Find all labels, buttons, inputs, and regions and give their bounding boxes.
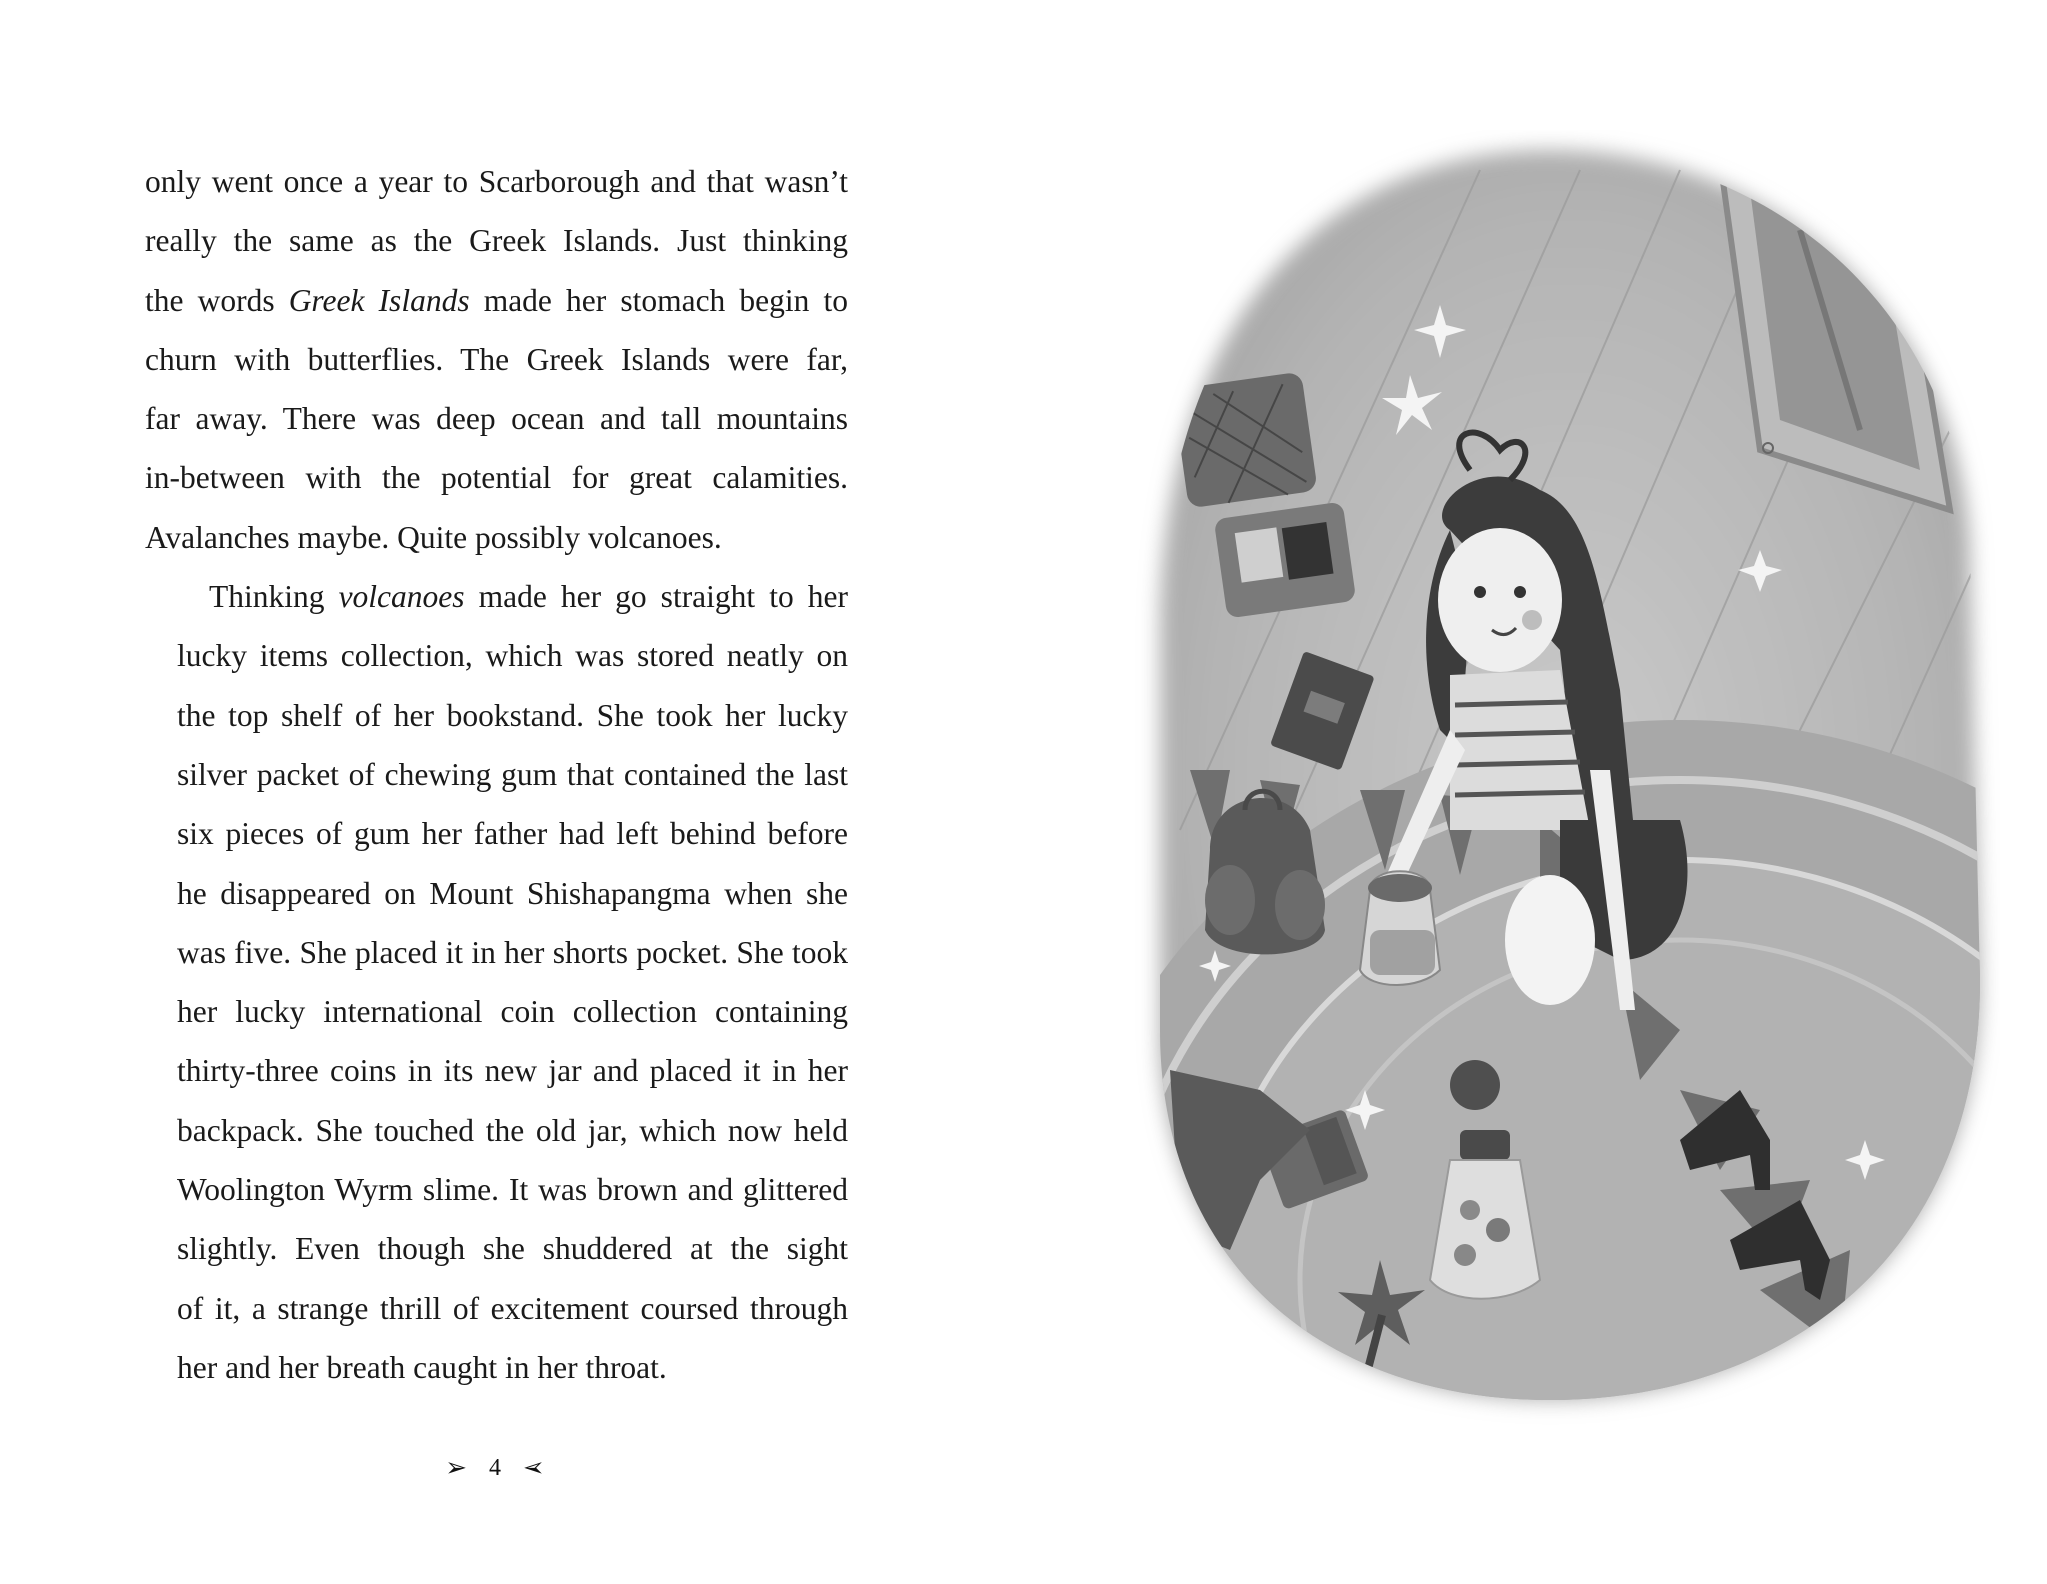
- text-line: the words Greek Islands made her stomach begin to: [145, 282, 848, 318]
- text-line: thirty-three coins in its new jar and placed it in her: [177, 1053, 848, 1089]
- text-line: churn with butterflies. The Greek Islands were far,: [145, 341, 848, 377]
- text-line: far away. There was deep ocean and tall mountains: [145, 401, 848, 437]
- text-line: backpack. She touched the old jar, which now held: [177, 1112, 848, 1148]
- text-line: he disappeared on Mount Shishapangma when she: [177, 875, 848, 911]
- text-line: only went once a year to Scarborough and that wasn’t: [145, 164, 848, 199]
- paragraph: [145, 152, 848, 567]
- text-line: of it, a strange thrill of excitement coursed through: [177, 1290, 848, 1326]
- text-line: really the same as the Greek Islands. Just thinking: [145, 223, 848, 259]
- body-text: [145, 152, 848, 1397]
- text-line: Woolington Wyrm slime. It was brown and glittered: [177, 1172, 848, 1208]
- text-line: silver packet of chewing gum that contained the last: [177, 756, 848, 792]
- text-line: the top shelf of her bookstand. She took her lucky: [177, 697, 848, 733]
- text-line: in-between with the potential for great calamities.: [145, 460, 848, 496]
- text-line: her and her breath caught in her throat.: [177, 1349, 667, 1385]
- ball: [1450, 1060, 1500, 1110]
- text-line: lucky items collection, which was stored neatly on: [177, 638, 848, 674]
- text-line: Thinking volcanoes made her go straight to her: [209, 579, 848, 615]
- text-line: slightly. Even though she shuddered at the sight: [177, 1231, 848, 1267]
- text-line: six pieces of gum her father had left behind before: [177, 816, 848, 852]
- illustration-girl-packing: [1120, 130, 2000, 1430]
- text-line: was five. She placed it in her shorts pocket. She took: [177, 934, 848, 970]
- text-line: Avalanches maybe. Quite possibly volcanoes.: [145, 519, 722, 555]
- italic-phrase: volcanoes: [338, 579, 465, 615]
- coin-jar: [1360, 871, 1440, 985]
- arrow-left-ornament-icon: ➢: [523, 1453, 545, 1483]
- text-line: her lucky international coin collection containing: [177, 994, 848, 1030]
- italic-phrase: Greek Islands: [288, 282, 470, 318]
- page-number-value: 4: [489, 1454, 501, 1481]
- page-number: [445, 1448, 545, 1488]
- illustration-canvas: [1120, 130, 2000, 1430]
- arrow-right-ornament-icon: ➢: [445, 1453, 467, 1483]
- paragraph: [145, 567, 848, 1397]
